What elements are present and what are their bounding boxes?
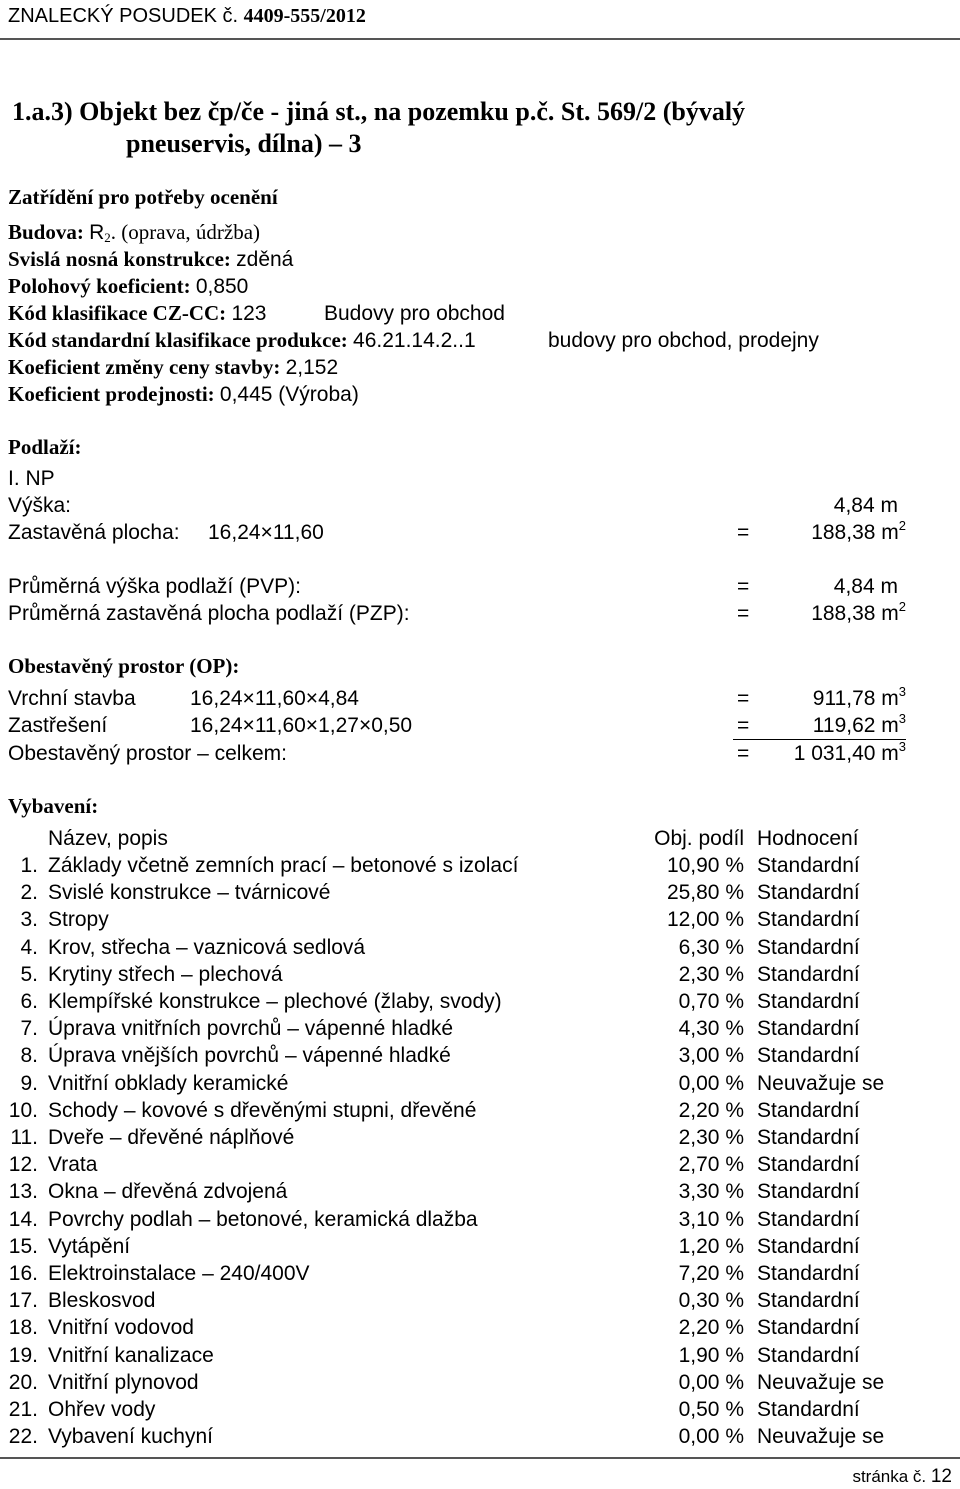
equipment-row-share: 25,80 % — [666, 881, 744, 904]
equipment-row-rating: Standardní — [757, 1017, 860, 1040]
equipment-row-rating: Neuvažuje se — [757, 1371, 885, 1394]
floor-name: I. NP — [8, 467, 55, 490]
equipment-row-name: Schody – kovové s dřevěnými stupni, dřevěné — [48, 1099, 477, 1122]
equipment-row-rating: Standardní — [757, 1235, 860, 1258]
equipment-row-name: Základy včetně zemních prací – betonové s izolací — [48, 854, 519, 877]
section-title-line1: 1.a.3) Objekt bez čp/če - jiná st., na pozemku p.č. St. 569/2 (bývalý — [12, 97, 746, 126]
equipment-row-name: Krov, střecha – vaznicová sedlová — [48, 936, 366, 959]
equipment-row-share: 1,20 % — [678, 1235, 744, 1258]
equipment-row-number: 20. — [8, 1371, 38, 1394]
volume-total-row — [8, 743, 287, 764]
classification-heading: Zatřídění pro potřeby ocenění — [8, 185, 278, 209]
pvp-label: Průměrná výška podlaží (PVP): — [8, 575, 301, 598]
equipment-row-name: Vrata — [48, 1153, 98, 1176]
height-value: 4,84 m — [833, 494, 898, 517]
equipment-row-name: Svislé konstrukce – tvárnicové — [48, 881, 331, 904]
equipment-row-rating: Standardní — [757, 1180, 860, 1203]
equipment-row-name: Vytápění — [48, 1235, 131, 1258]
equipment-row-rating: Standardní — [757, 1126, 860, 1149]
pzp-label: Průměrná zastavěná plocha podlaží (PZP): — [8, 602, 410, 625]
equipment-row-rating: Standardní — [757, 1044, 860, 1067]
equipment-row-share: 0,30 % — [678, 1289, 744, 1312]
volume-row-exp: 3 — [898, 684, 906, 699]
equipment-row-number: 11. — [10, 1126, 38, 1149]
sk-label: Kód standardní klasifikace produkce: — [8, 328, 348, 352]
equipment-row-number: 19. — [8, 1344, 38, 1367]
equipment-row-share: 7,20 % — [678, 1262, 744, 1285]
equipment-row-number: 6. — [20, 990, 38, 1013]
equipment-row-name: Vybavení kuchyní — [48, 1425, 213, 1448]
area-value-cell — [760, 518, 906, 544]
sum-underline — [733, 739, 906, 740]
construction-value: zděná — [236, 248, 294, 271]
equipment-row-name: Stropy — [48, 908, 109, 931]
volume-row-exp: 3 — [898, 711, 906, 726]
volume-total-eq: = — [737, 742, 750, 765]
equipment-row-name: Úprava vnějších povrchů – vápenné hladké — [48, 1044, 451, 1067]
volume-total-value: 1 031,40 m — [793, 742, 899, 765]
equipment-row-share: 2,20 % — [678, 1316, 744, 1339]
volume-total-exp: 3 — [898, 739, 906, 754]
equipment-row-number: 4. — [20, 936, 38, 959]
pzp-exp: 2 — [898, 599, 906, 614]
pzp-value-cell — [760, 599, 906, 625]
position-label: Polohový koeficient: — [8, 274, 191, 298]
area-value: 188,38 m — [811, 521, 899, 544]
equipment-row-name: Bleskosvod — [48, 1289, 156, 1312]
volume-row-value: 911,78 m — [812, 687, 899, 710]
position-row — [8, 276, 248, 297]
equipment-row-rating: Neuvažuje se — [757, 1072, 885, 1095]
equipment-row-name: Krytiny střech – plechová — [48, 963, 283, 986]
equipment-row-rating: Standardní — [757, 908, 860, 931]
volume-row-label: Vrchní stavba — [8, 687, 136, 710]
equipment-row-number: 7. — [20, 1017, 38, 1040]
equipment-row-number: 22. — [8, 1425, 38, 1448]
volume-row-formula: 16,24×11,60×4,84 — [190, 687, 359, 710]
building-desc: . (oprava, údržba) — [110, 220, 261, 244]
equipment-row-share: 10,90 % — [666, 854, 744, 877]
equipment-row-number: 12. — [8, 1153, 38, 1176]
equipment-row-share: 6,30 % — [678, 936, 744, 959]
header-number: 4409-555/2012 — [243, 5, 366, 27]
equipment-row-share: 12,00 % — [666, 908, 744, 931]
price-value: 2,152 — [285, 356, 339, 379]
equipment-row-number: 1. — [20, 854, 38, 877]
building-code: R — [89, 221, 105, 244]
sk-code: 46.21.14.2..1 — [353, 329, 476, 352]
equipment-row-number: 16. — [8, 1262, 38, 1285]
equipment-row-rating: Neuvažuje se — [757, 1425, 885, 1448]
area-exp: 2 — [898, 518, 906, 533]
equipment-row-name: Úprava vnitřních povrchů – vápenné hladké — [48, 1017, 454, 1040]
volume-total-label: Obestavěný prostor – celkem: — [8, 742, 287, 765]
equipment-row-name: Vnitřní plynovod — [48, 1371, 199, 1394]
equipment-row-share: 0,00 % — [678, 1371, 744, 1394]
price-row — [8, 357, 338, 378]
building-row — [8, 222, 260, 243]
volume-row-eq: = — [737, 687, 750, 710]
equipment-row-rating: Standardní — [757, 1208, 860, 1231]
volume-total-value-cell — [760, 739, 906, 765]
volume-row-value-cell — [760, 711, 906, 737]
equipment-row-name: Klempířské konstrukce – plechové (žlaby, svody) — [48, 990, 502, 1013]
equipment-row-share: 4,30 % — [678, 1017, 744, 1040]
equipment-row-name: Dveře – dřevěné náplňové — [48, 1126, 295, 1149]
equipment-row-number: 18. — [8, 1316, 38, 1339]
sk-desc: budovy pro obchod, prodejny — [548, 329, 819, 352]
equipment-row-rating: Standardní — [757, 1289, 860, 1312]
equipment-row-share: 0,00 % — [678, 1425, 744, 1448]
equipment-row-share: 0,50 % — [678, 1398, 744, 1421]
price-label: Koeficient změny ceny stavby: — [8, 355, 281, 379]
equipment-row-name: Povrchy podlah – betonové, keramická dlažba — [48, 1208, 478, 1231]
document-header — [8, 6, 366, 26]
position-value: 0,850 — [195, 275, 249, 298]
equipment-heading: Vybavení: — [8, 794, 99, 818]
equipment-row-name: Vnitřní kanalizace — [48, 1344, 214, 1367]
equipment-row-share: 3,10 % — [678, 1208, 744, 1231]
equipment-row-share: 2,20 % — [678, 1099, 744, 1122]
czcc-code: 123 — [231, 302, 267, 325]
equipment-row-rating: Standardní — [757, 1099, 860, 1122]
equipment-row-name: Okna – dřevěná zdvojená — [48, 1180, 288, 1203]
sale-value: 0,445 (Výroba) — [219, 383, 359, 406]
equipment-row-rating: Standardní — [757, 1262, 860, 1285]
construction-row — [8, 249, 293, 270]
equipment-col-rating: Hodnocení — [757, 827, 859, 850]
pvp-value: 4,84 m — [833, 575, 898, 598]
equipment-row-share: 3,30 % — [678, 1180, 744, 1203]
volume-row-label: Zastřešení — [8, 714, 108, 737]
czcc-label: Kód klasifikace CZ-CC: — [8, 301, 227, 325]
equipment-row-share: 2,70 % — [678, 1153, 744, 1176]
volume-row-value: 119,62 m — [812, 714, 899, 737]
floors-heading: Podlaží: — [8, 435, 82, 459]
equipment-row-number: 9. — [20, 1072, 38, 1095]
volume-row-formula: 16,24×11,60×1,27×0,50 — [190, 714, 413, 737]
area-label: Zastavěná plocha: — [8, 521, 180, 544]
header-prefix: ZNALECKÝ POSUDEK č. — [8, 5, 244, 27]
equipment-row-share: 2,30 % — [678, 963, 744, 986]
footer-divider — [0, 1457, 960, 1459]
equipment-row-number: 3. — [20, 908, 38, 931]
sale-label: Koeficient prodejnosti: — [8, 382, 215, 406]
height-label: Výška: — [8, 494, 72, 517]
equipment-row-share: 2,30 % — [678, 1126, 744, 1149]
equipment-row-rating: Standardní — [757, 936, 860, 959]
section-title-line2: pneuservis, dílna) – 3 — [126, 129, 362, 158]
equipment-row-number: 14. — [8, 1208, 38, 1231]
equipment-row-rating: Standardní — [757, 963, 860, 986]
sale-row — [8, 384, 359, 405]
page-footer — [852, 1467, 952, 1486]
equipment-col-share: Obj. podíl — [654, 827, 744, 850]
equipment-row-share: 3,00 % — [678, 1044, 744, 1067]
equipment-row-share: 0,00 % — [678, 1072, 744, 1095]
equipment-row-number: 10. — [8, 1099, 38, 1122]
equipment-row-number: 5. — [20, 963, 38, 986]
czcc-desc: Budovy pro obchod — [324, 302, 505, 325]
equipment-row-rating: Standardní — [757, 854, 860, 877]
equipment-row-name: Ohřev vody — [48, 1398, 156, 1421]
equipment-col-name: Název, popis — [48, 827, 168, 850]
building-label: Budova: — [8, 220, 84, 244]
volume-row-eq: = — [737, 714, 750, 737]
pzp-value: 188,38 m — [811, 602, 899, 625]
footer-label: stránka č. — [852, 1467, 931, 1486]
equipment-row-rating: Standardní — [757, 1398, 860, 1421]
czcc-row — [8, 303, 266, 324]
pzp-eq: = — [737, 602, 750, 625]
equipment-row-number: 17. — [8, 1289, 38, 1312]
equipment-row-rating: Standardní — [757, 1153, 860, 1176]
volume-heading: Obestavěný prostor (OP): — [8, 654, 240, 678]
equipment-row-number: 13. — [8, 1180, 38, 1203]
area-eq: = — [737, 521, 750, 544]
equipment-row-number: 21. — [8, 1398, 38, 1421]
equipment-row-number: 8. — [20, 1044, 38, 1067]
equipment-row-rating: Standardní — [757, 881, 860, 904]
header-divider — [0, 38, 960, 40]
equipment-row-share: 1,90 % — [678, 1344, 744, 1367]
construction-label: Svislá nosná konstrukce: — [8, 247, 231, 271]
page-number: 12 — [930, 1466, 952, 1487]
equipment-row-rating: Standardní — [757, 990, 860, 1013]
equipment-row-number: 2. — [20, 881, 38, 904]
sk-row — [8, 330, 476, 351]
volume-row-value-cell — [760, 684, 906, 710]
equipment-row-name: Vnitřní vodovod — [48, 1316, 194, 1339]
equipment-row-name: Vnitřní obklady keramické — [48, 1072, 289, 1095]
pvp-eq: = — [737, 575, 750, 598]
equipment-row-rating: Standardní — [757, 1316, 860, 1339]
equipment-row-share: 0,70 % — [678, 990, 744, 1013]
equipment-row-number: 15. — [8, 1235, 38, 1258]
equipment-row-rating: Standardní — [757, 1344, 860, 1367]
equipment-row-name: Elektroinstalace – 240/400V — [48, 1262, 310, 1285]
building-sub: 2 — [104, 230, 111, 245]
area-formula: 16,24×11,60 — [208, 521, 324, 544]
